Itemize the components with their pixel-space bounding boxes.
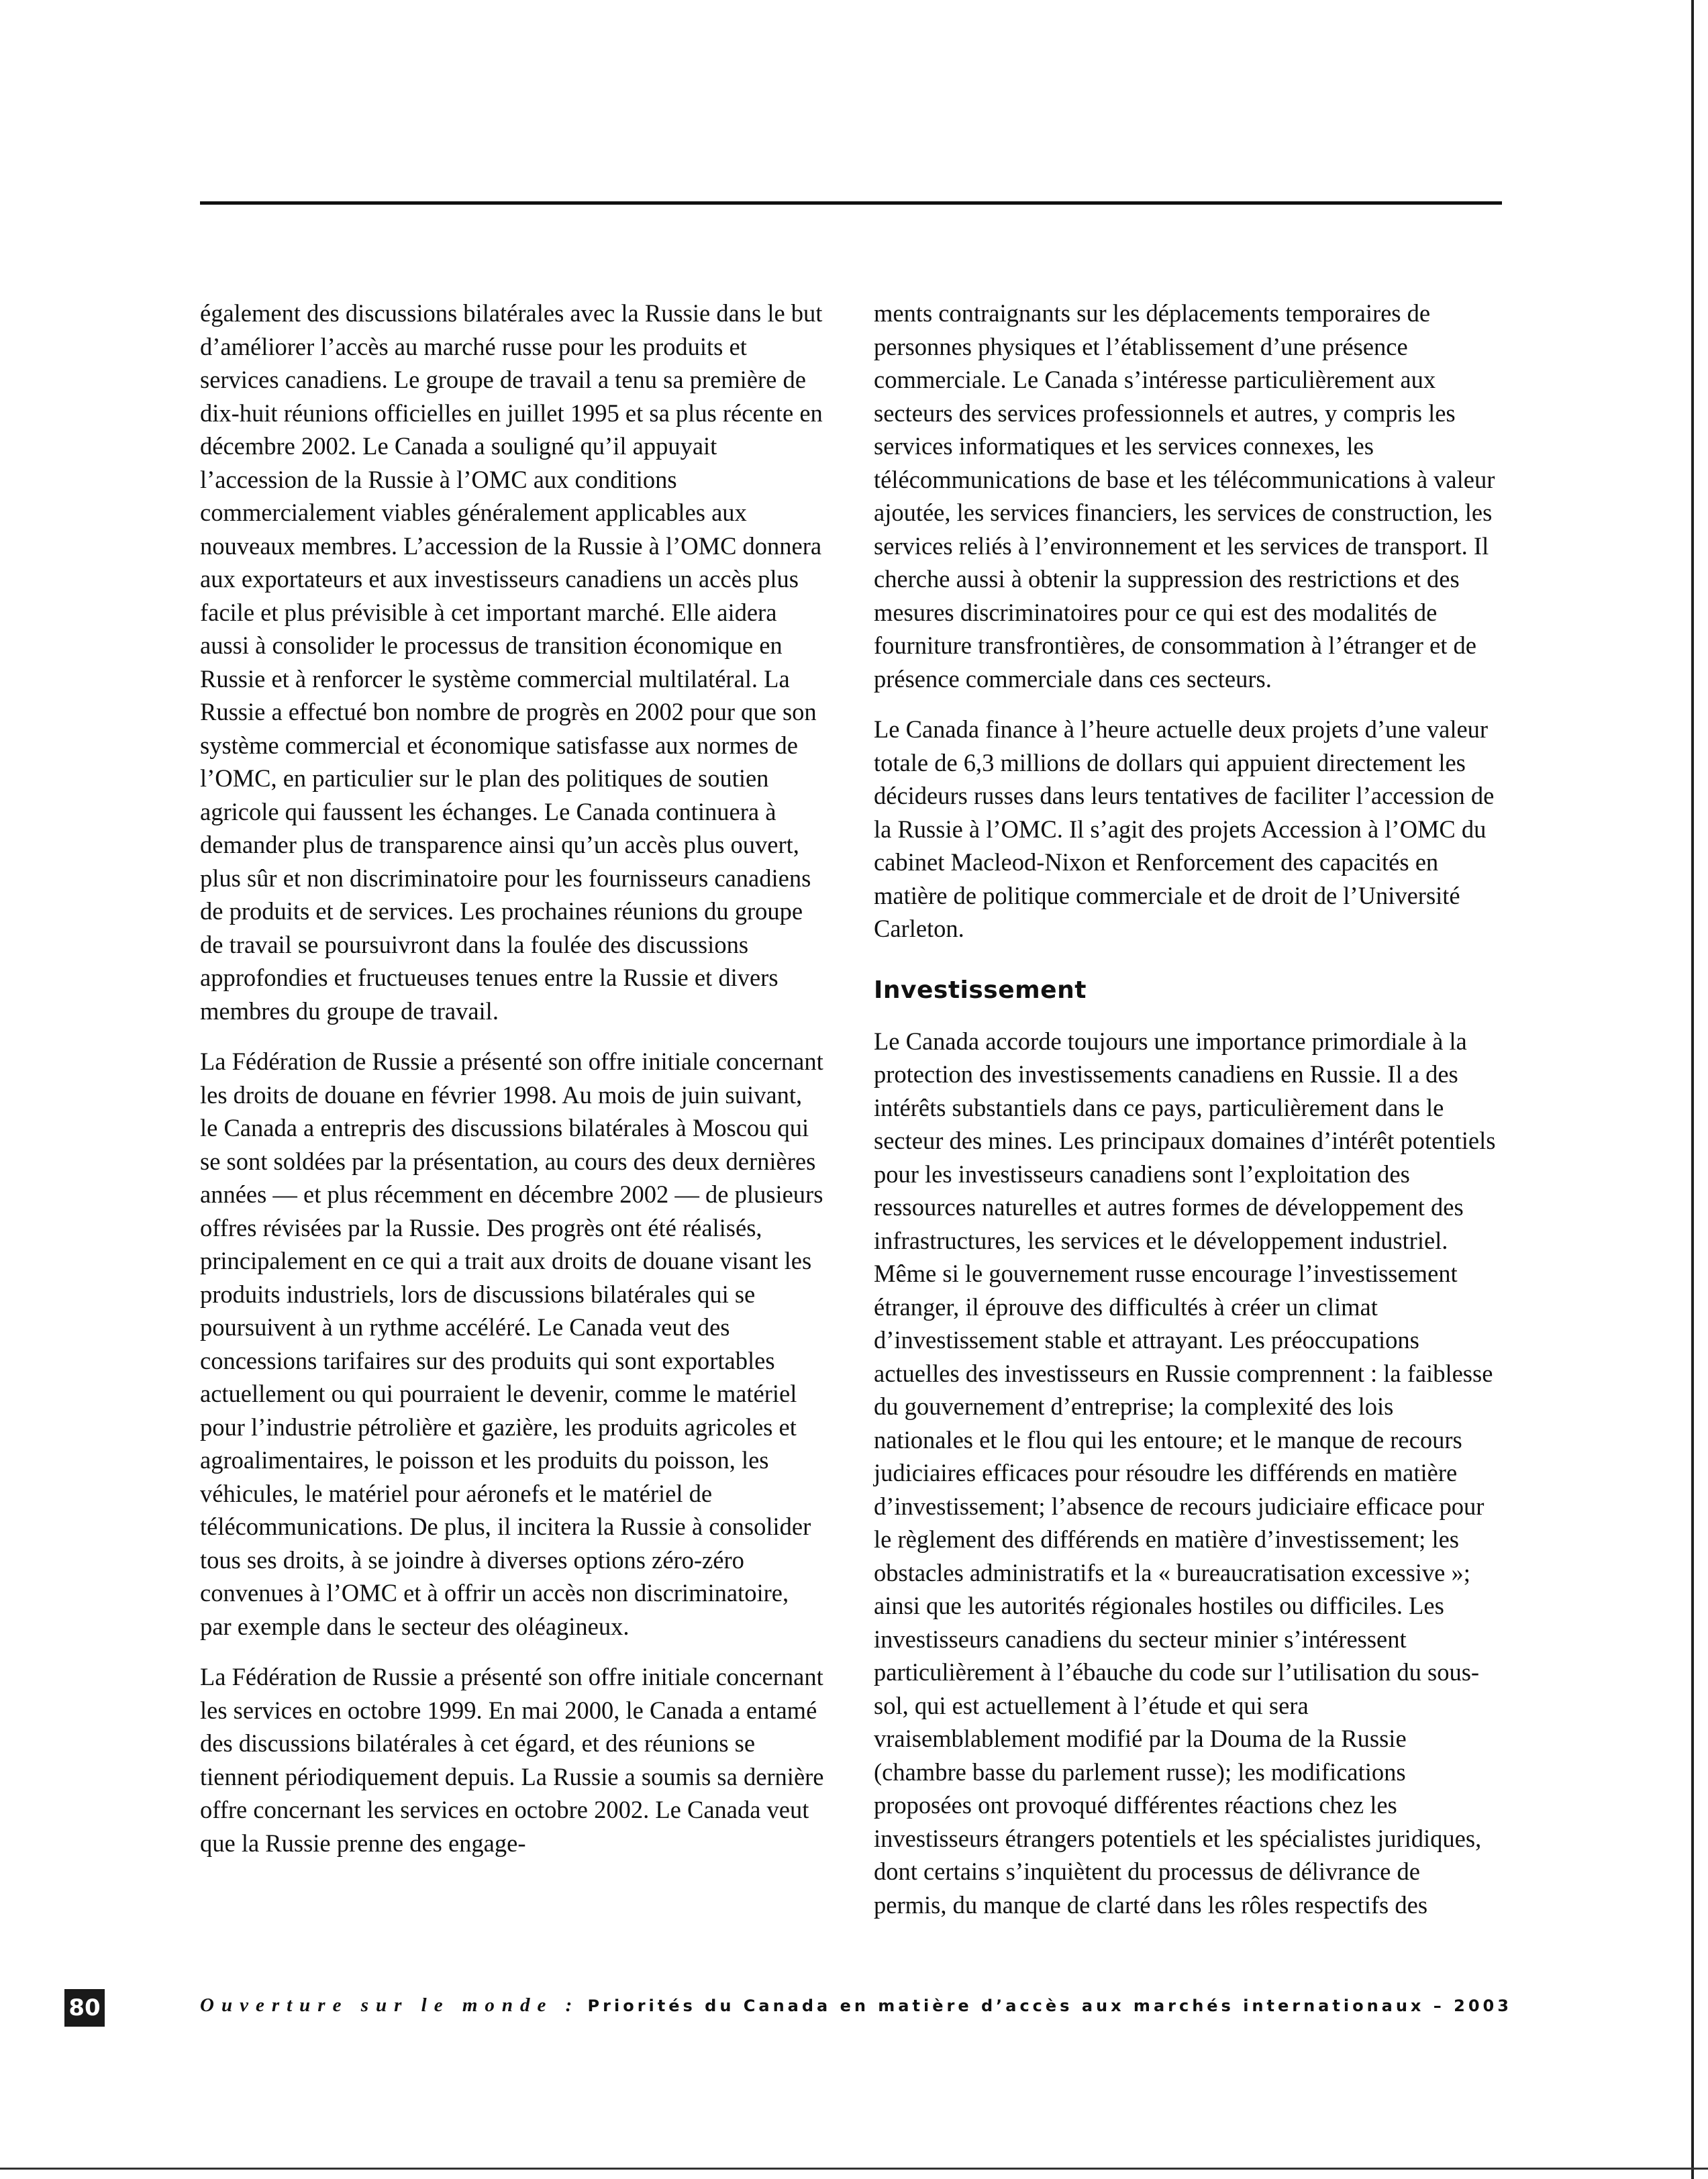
running-title-rest: Priorités du Canada en matière d’accès aux marchés internationaux – 2003	[587, 1996, 1512, 2015]
paragraph: Le Canada finance à l’heure actuelle deux projets d’une valeur totale de 6,3 millions de dollars qui appuient directement les décideurs russes dans leurs tentatives de faciliter l’accession de la Russie à l’OMC. Il s’agit des projets Accession à l’OMC du cabinet Macleod-Nixon et Renforcement des capacités en matière de politique commerciale et de droit de l’Université Carleton.	[874, 715, 1495, 942]
scan-edge-bottom	[0, 2168, 1708, 2170]
paragraph: également des discussions bilatérales avec la Russie dans le but d’améliorer l’accès au marché russe pour les produits et services canadiens. Le groupe de travail a tenu sa première de dix-huit réunions officielles en juillet 1995 et sa plus récente en décembre 2002. Le Canada a souligné qu’il appuyait l’accession de la Russie à l’OMC aux conditions commercialement viables généralement applicables aux nouveaux membres. L’accession de la Russie à l’OMC donnera aux exportateurs et aux investisseurs canadiens un accès plus facile et plus prévisible à cet important marché. Elle aidera aussi à consolider le processus de transition économique en Russie et à renforcer le système commercial multilatéral. La Russie a effectué bon nombre de progrès en 2002 pour que son système commercial et économique satisfasse aux normes de l’OMC, en particulier sur le plan des politiques de soutien agricole qui faussent les échanges. Le Canada continuera à demander plus de transparence ainsi qu’un accès plus ouvert, plus sûr et non discriminatoire pour les fournisseurs canadiens de produits et de services. Les prochaines réunions du groupe de travail se poursuivront dans la foulée des discussions approfondies et fructueuses tenues entre la Russie et divers membres du groupe de travail.	[200, 299, 823, 1025]
running-title-italic: Ouverture sur le monde :	[200, 1994, 580, 2016]
paragraph: La Fédération de Russie a présenté son offre initiale concernant les services en octobre 1999. En mai 2000, le Canada a entamé des discussions bilatérales à cet égard, et des réunions se tiennent périodiquement depuis. La Russie a soumis sa dernière offre concernant les services en octobre 2002. Le Canada veut que la Russie prenne des engage-	[200, 1663, 824, 1857]
right-column	[874, 297, 1498, 1939]
page-footer	[0, 1986, 1708, 2027]
left-column	[200, 297, 824, 1877]
running-title	[200, 1994, 1512, 2017]
page-number: 80	[64, 1989, 105, 2027]
paragraph: ments contraignants sur les déplacements temporaires de personnes physiques et l’établissement d’une présence commerciale. Le Canada s’intéresse particulièrement aux secteurs des services professionnels et autres, y compris les services informatiques et les services connexes, les télécommunications de base et les télécommunications à valeur ajoutée, les services financiers, les services de construction, les services reliés à l’environnement et les services de transport. Il cherche aussi à obtenir la suppression des restrictions et des mesures discriminatoires pour ce qui est des modalités de fourniture transfrontières, de consommation à l’étranger et de présence commerciale dans ces secteurs.	[874, 299, 1495, 693]
scan-edge-right	[1691, 0, 1694, 2179]
paragraph: La Fédération de Russie a présenté son offre initiale concernant les droits de douane en février 1998. Au mois de juin suivant, le Canada a entrepris des discussions bilatérales à Moscou qui se sont soldées par la présentation, au cours des deux dernières années — et plus récemment en décembre 2002 — de plusieurs offres révisées par la Russie. Des progrès ont été réalisés, principalement en ce qui a trait aux droits de douane visant les produits industriels, lors de discussions bilatérales qui se poursuivent à un rythme accéléré. Le Canada veut des concessions tarifaires sur des produits qui sont exportables actuellement ou qui pourraient le devenir, comme le matériel pour l’industrie pétrolière et gazière, les produits agricoles et agroalimentaires, le poisson et les produits du poisson, les véhicules, le matériel pour aéronefs et le matériel de télécommunications. De plus, il incitera la Russie à consolider tous ses droits, à se joindre à diverses options zéro-zéro convenues à l’OMC et à offrir un accès non discriminatoire, par exemple dans le secteur des oléagineux.	[200, 1048, 823, 1640]
section-heading: Investissement	[874, 976, 1087, 1004]
header-rule	[200, 201, 1502, 205]
paragraph: Le Canada accorde toujours une importance primordiale à la protection des investissements canadiens en Russie. Il a des intérêts substantiels dans ce pays, particulièrement dans le secteur des mines. Les principaux domaines d’intérêt potentiels pour les investisseurs canadiens sont l’exploitation des ressources naturelles et autres formes de développement des infrastructures, les services et le développement industriel. Même si le gouvernement russe encourage l’investissement étranger, il éprouve des difficultés à créer un climat d’investissement stable et attrayant. Les préoccupations actuelles des investisseurs en Russie comprennent : la faiblesse du gouvernement d’entreprise; la complexité des lois nationales et le flou qui les entoure; et le manque de recours judiciaires efficaces pour résoudre les différends en matière d’investissement; l’absence de recours judiciaire efficace pour le règlement des différends en matière d’investissement; les obstacles administratifs et la « bureaucratisation excessive »; ainsi que les autorités régionales hostiles ou difficiles. Les investisseurs canadiens du secteur minier s’intéressent particulièrement à l’ébauche du code sur l’utilisation du sous-sol, qui est actuellement à l’étude et qui sera vraisemblablement modifié par la Douma de la Russie (chambre basse du parlement russe); les modifications proposées ont provoqué différentes réactions chez les investisseurs étrangers potentiels et les spécialistes juridiques, dont certains s’inquiètent du processus de délivrance de permis, du manque de clarté dans les rôles respectifs des	[874, 1027, 1496, 1919]
